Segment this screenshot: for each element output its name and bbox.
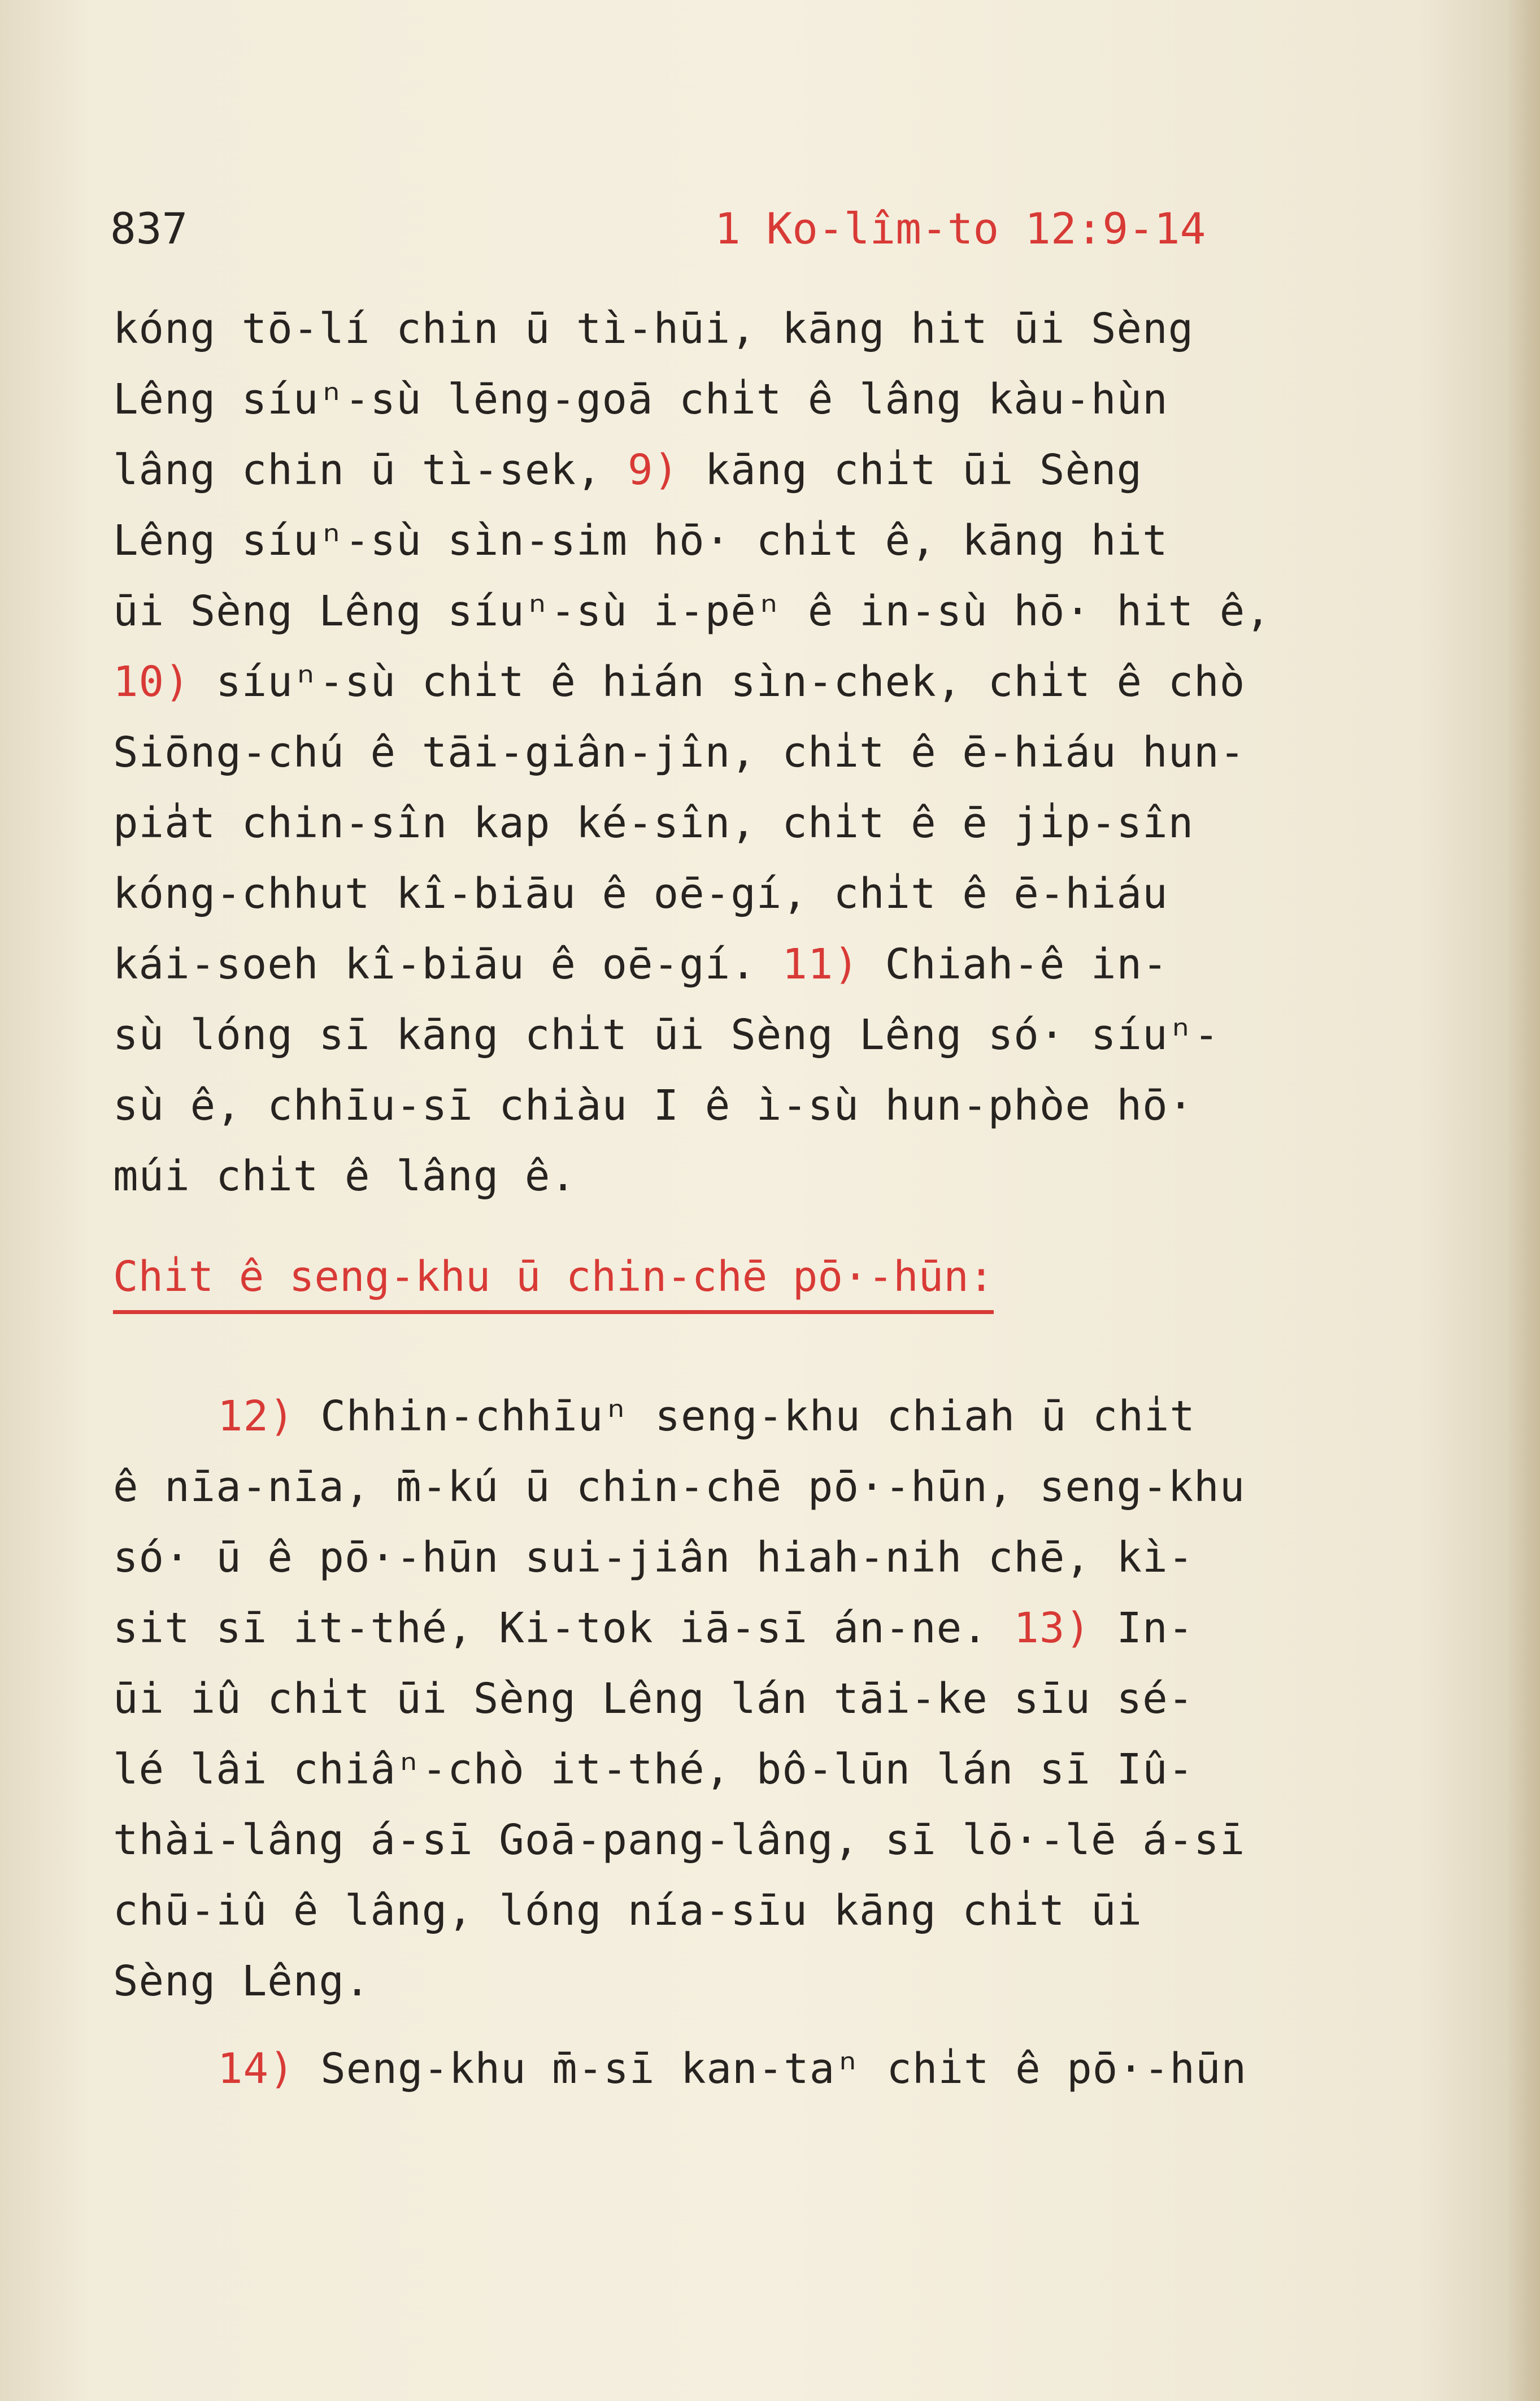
text-line [113,1000,1429,1071]
line-text: lé lâi chiâⁿ-chò it-thé, bô-lūn lán sī Iû- [113,1745,1194,1794]
line-text: chū-iû ê lâng, lóng nía-sīu kāng chi̍t ūi [113,1886,1143,1935]
page-edge-shadow [1506,0,1540,2401]
verse-number-14: 14) [217,2045,295,2093]
text-line [113,788,1429,859]
text-line [113,435,1429,506]
line-text: Sèng Lêng. [113,1957,371,2006]
text-line [113,576,1429,647]
running-title: 1 Ko-lîm-to 12:9-14 [715,203,1206,254]
text-line [113,1876,1429,1946]
section-heading-block [113,1212,1429,1381]
line-text: síuⁿ-sù chi̍t ê hián sìn-chek, chi̍t ê chò [216,658,1246,706]
line-text: sù lóng sī kāng chi̍t ūi Sèng Lêng só· síuⁿ- [113,1011,1220,1059]
text-line [113,647,1429,717]
text-line [113,717,1429,788]
text-line [113,1381,1429,1452]
text-line [113,294,1429,364]
text-line [113,929,1429,1000]
line-text: Chiah-ê in- [885,940,1168,989]
line-text: sù ê, chhīu-sī chiàu I ê ì-sù hun-phòe hō· [113,1081,1194,1130]
text-line [113,1664,1429,1734]
line-text: lâng chin ū tì-sek, [113,446,602,494]
line-text: Siōng-chú ê tāi-giân-jîn, chi̍t ê ē-hiáu hun- [113,728,1246,777]
line-text: pia̍t chin-sîn kap ké-sîn, chi̍t ê ē ji̍p-sîn [113,799,1194,847]
text-line [113,1946,1429,2017]
verse-number-12: 12) [217,1392,295,1441]
text-line [113,1805,1429,1876]
verse-number-11: 11) [782,940,860,989]
line-text: kái-soeh kî-biāu ê oē-gí. [113,940,756,989]
page-number: 837 [110,203,188,254]
line-text: Chhin-chhīuⁿ seng-khu chiah ū chi̍t [320,1392,1195,1441]
line-text: thài-lâng á-sī Goā-pang-lâng, sī lō·-lē á-sī [113,1816,1246,1864]
text-line [113,1071,1429,1141]
line-text: In- [1116,1604,1194,1652]
text-line [113,364,1429,435]
line-text: kóng-chhut kî-biāu ê oē-gí, chi̍t ê ē-hiáu [113,869,1168,918]
body-text [113,294,1429,2104]
line-text: sit sī it-thé, Ki-tok iā-sī án-ne. [113,1604,988,1652]
line-text: Lêng síuⁿ-sù sìn-sim hō· chi̍t ê, kāng hit [113,516,1168,565]
line-text: Seng-khu m̄-sī kan-taⁿ chi̍t ê pō·-hūn [320,2045,1247,2093]
text-line [113,1734,1429,1805]
text-line [113,2034,1429,2104]
line-text: kóng tō-lí chin ū tì-hūi, kāng hit ūi Sèng [113,305,1194,353]
line-text: ūi iû chi̍t ūi Sèng Lêng lán tāi-ke sīu sé- [113,1674,1194,1723]
text-line [113,1593,1429,1664]
verse-number-9: 9) [628,446,680,494]
line-text: só· ū ê pō·-hūn sui-jiân hiah-nih chē, kì- [113,1533,1194,1582]
page-header [110,198,1297,260]
section-heading: Chi̍t ê seng-khu ū chin-chē pō·-hūn: [113,1246,994,1314]
paragraph-gap [113,2017,1429,2034]
line-text: ūi Sèng Lêng síuⁿ-sù i-pēⁿ ê in-sù hō· hit ê, [113,587,1271,636]
line-text: múi chi̍t ê lâng ê. [113,1152,576,1200]
verse-number-10: 10) [113,658,190,706]
text-line [113,506,1429,576]
verse-number-13: 13) [1013,1604,1091,1652]
line-text: kāng chi̍t ūi Sèng [704,446,1143,494]
text-line [113,1452,1429,1523]
line-text: ê nīa-nīa, m̄-kú ū chin-chē pō·-hūn, seng-khu [113,1463,1246,1511]
line-text: Lêng síuⁿ-sù lēng-goā chi̍t ê lâng kàu-hùn [113,375,1168,424]
text-line [113,1141,1429,1212]
text-line [113,1523,1429,1593]
text-line [113,859,1429,929]
